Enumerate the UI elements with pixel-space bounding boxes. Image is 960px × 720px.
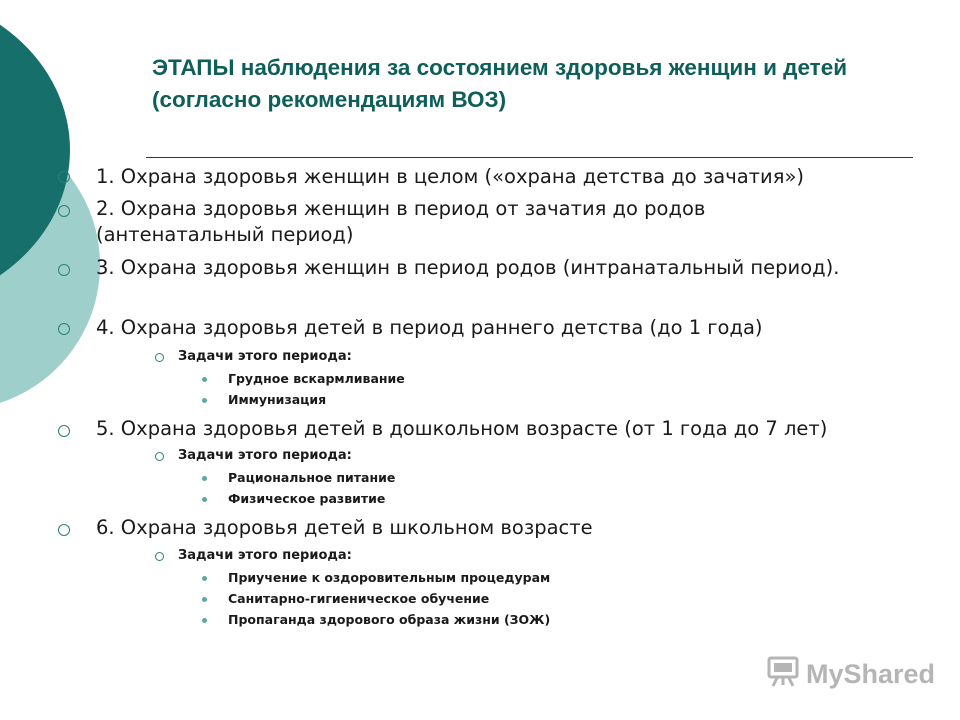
stage-5-bullet-icon	[58, 425, 70, 437]
stage-6-task-2: Санитарно-гигиеническое обучение	[228, 591, 490, 606]
stage-4-bullet-icon	[58, 323, 70, 335]
stage-4-tasks-bullet-icon	[155, 353, 164, 362]
stage-6-task-1: Приучение к оздоровительным процедурам	[228, 570, 551, 585]
stage-6-task-3: Пропаганда здорового образа жизни (ЗОЖ)	[228, 612, 551, 627]
title-divider	[146, 157, 913, 158]
stage-4-text: 4. Охрана здоровья детей в период раннего детства (до 1 года)	[96, 316, 763, 339]
watermark	[766, 656, 935, 692]
stage-4-tasks-label: Задачи этого периода:	[178, 349, 352, 364]
stage-2-bullet-icon	[58, 205, 70, 217]
stage-1-bullet-icon	[58, 171, 70, 183]
stage-4-task-1: Грудное вскармливание	[228, 371, 405, 386]
presentation-board-icon	[766, 654, 800, 695]
stage-6-tasks-label: Задачи этого периода:	[178, 548, 352, 563]
stage-5-task-1-dot-icon	[202, 476, 207, 481]
stage-4-task-2-dot-icon	[202, 398, 207, 403]
stage-4-task-2: Иммунизация	[228, 392, 327, 407]
stage-1-text: 1. Охрана здоровья женщин в целом («охрана детства до зачатия»)	[96, 165, 804, 188]
stage-6-task-3-dot-icon	[202, 618, 207, 623]
stage-5-task-2: Физическое развитие	[228, 491, 386, 506]
stage-5-tasks-bullet-icon	[155, 452, 164, 461]
stage-3-text: 3. Охрана здоровья женщин в период родов (интранатальный период).	[96, 256, 840, 279]
stage-5-tasks-label: Задачи этого периода:	[178, 448, 352, 463]
stage-3-bullet-icon	[58, 264, 70, 276]
stage-6-task-2-dot-icon	[202, 597, 207, 602]
watermark-text: MyShared	[806, 658, 936, 689]
stage-5-task-2-dot-icon	[202, 497, 207, 502]
slide-title: ЭТАПЫ наблюдения за состоянием здоровья женщин и детей (согласно рекомендациям ВОЗ)	[152, 55, 848, 112]
stage-5-task-1: Рациональное питание	[228, 470, 396, 485]
stage-4-task-1-dot-icon	[202, 377, 207, 382]
stage-2-text: 2. Охрана здоровья женщин в период от зачатия до родов (антенатальный период)	[96, 197, 706, 246]
stage-6-task-1-dot-icon	[202, 576, 207, 581]
stage-6-tasks-bullet-icon	[155, 552, 164, 561]
stage-6-text: 6. Охрана здоровья детей в школьном возрасте	[96, 516, 593, 539]
stage-5-text: 5. Охрана здоровья детей в дошкольном возрасте (от 1 года до 7 лет)	[96, 417, 828, 440]
stage-6-bullet-icon	[58, 524, 70, 536]
